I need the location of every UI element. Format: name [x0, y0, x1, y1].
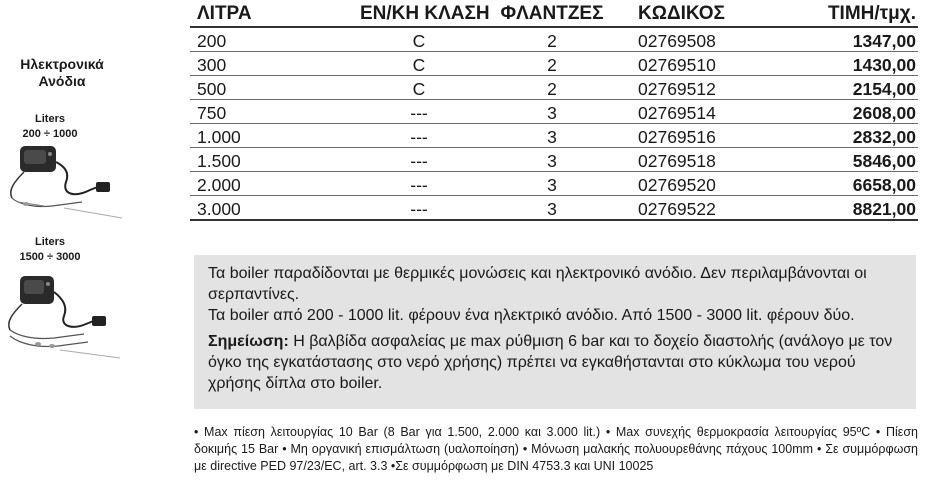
electronic-anode-device-image	[4, 142, 128, 224]
cell-code: 02769508	[638, 31, 716, 51]
cell-code: 02769516	[638, 127, 716, 147]
cell-energy-class: C	[412, 55, 426, 75]
table-row	[190, 52, 918, 76]
table-row	[190, 28, 918, 52]
cell-flanges: 3	[547, 103, 557, 123]
range-values: 200 ÷ 1000	[22, 128, 78, 140]
cell-liters: 1.000	[197, 127, 241, 147]
technical-specs: • Max πίεση λειτουργίας 10 Bar (8 Bar για 1.500, 2.000 και 3.000 lit.) • Max συνεχής θερμοκρασία λειτουργίας 95ºC • Πίεση δοκιμής 15 Bar • Μη οργανική επισμάλτωση (υαλοποίηση) • Μόνωση μαλακής πολυουρεθάνης πάχους 100mm • Σε συμμόρφωση με directive PED 97/23/EC, art. 3.3 •Σε συμμόρφωση με DIN 4753.3 και UNI 10025	[194, 425, 918, 473]
cell-price: 6658,00	[852, 175, 916, 195]
cell-liters: 200	[197, 31, 227, 51]
cell-code: 02769514	[638, 103, 716, 123]
table-header	[190, 0, 918, 28]
range-unit: Liters	[35, 236, 65, 248]
cell-liters: 3.000	[197, 199, 241, 219]
cell-price: 2154,00	[852, 79, 916, 99]
electronic-anode-device-image	[4, 270, 128, 362]
cell-code: 02769522	[638, 199, 716, 219]
cell-flanges: 2	[547, 79, 557, 99]
cell-price: 8821,00	[852, 199, 916, 219]
range-values: 1500 ÷ 3000	[19, 251, 81, 263]
range-label-large	[0, 235, 100, 265]
header-energy-class: ΕΝ/ΚΗ ΚΛΑΣΗ	[360, 3, 490, 24]
section-title-line2: Ανόδια	[38, 73, 86, 89]
notes-remark	[208, 331, 904, 394]
cell-flanges: 2	[547, 31, 557, 51]
notes-line-delivery: Τα boiler παραδίδονται με θερμικές μονώσεις και ηλεκτρονικό ανόδιο. Δεν περιλαμβάνονται οι σερπαντίνες.	[208, 265, 867, 303]
header-liters: ΛΙΤΡΑ	[197, 3, 252, 24]
cell-flanges: 3	[547, 127, 557, 147]
cell-liters: 500	[197, 79, 227, 99]
range-unit: Liters	[35, 113, 65, 125]
table-row	[190, 148, 918, 172]
section-title	[0, 56, 124, 90]
cell-price: 2608,00	[852, 103, 916, 123]
table-row	[190, 172, 918, 196]
range-label-small	[0, 112, 100, 142]
cell-flanges: 3	[547, 175, 557, 195]
cell-liters: 300	[197, 55, 227, 75]
table-row	[190, 100, 918, 124]
cell-flanges: 3	[547, 199, 557, 219]
table-row	[190, 124, 918, 148]
cell-energy-class: ---	[410, 175, 428, 195]
notes-line-anodes: Τα boiler από 200 - 1000 lit. φέρουν ένα ηλεκτρικό ανόδιο. Από 1500 - 3000 lit. φέρουν δύο.	[208, 307, 855, 324]
price-table	[190, 0, 918, 221]
table-row	[190, 76, 918, 100]
cell-energy-class: ---	[410, 103, 428, 123]
cell-energy-class: ---	[410, 151, 428, 171]
cell-energy-class: ---	[410, 127, 428, 147]
cell-code: 02769510	[638, 55, 716, 75]
cell-code: 02769512	[638, 79, 716, 99]
header-code: ΚΩΔΙΚΟΣ	[638, 3, 725, 24]
header-price: ΤΙΜΗ/τμχ.	[827, 3, 916, 24]
cell-price: 5846,00	[852, 151, 916, 171]
cell-price: 1430,00	[852, 55, 916, 75]
cell-energy-class: C	[412, 79, 426, 99]
cell-price: 1347,00	[852, 31, 916, 51]
cell-liters: 1.500	[197, 151, 241, 171]
notes-box	[194, 255, 916, 409]
cell-flanges: 2	[547, 55, 557, 75]
cell-code: 02769518	[638, 151, 716, 171]
cell-price: 2832,00	[852, 127, 916, 147]
remark-text: Η βαλβίδα ασφαλείας με max ρύθμιση 6 bar και το δοχείο διαστολής (ανάλογο με τον όγκο της εγκατάστασης στο νερό χρήσης) πρέπει να εγκαθήστανται στο κύκλωμα του νερού χρήσης δίπλα στο boiler.	[208, 333, 893, 392]
cell-energy-class: ---	[410, 199, 428, 219]
cell-code: 02769520	[638, 175, 716, 195]
table-row	[190, 196, 918, 221]
cell-flanges: 3	[547, 151, 557, 171]
header-flanges: ΦΛΑΝΤΖΕΣ	[500, 3, 604, 24]
cell-energy-class: C	[412, 31, 426, 51]
section-title-line1: Ηλεκτρονικά	[20, 56, 104, 72]
cell-liters: 2.000	[197, 175, 241, 195]
cell-liters: 750	[197, 103, 227, 123]
remark-label: Σημείωση:	[208, 333, 289, 350]
